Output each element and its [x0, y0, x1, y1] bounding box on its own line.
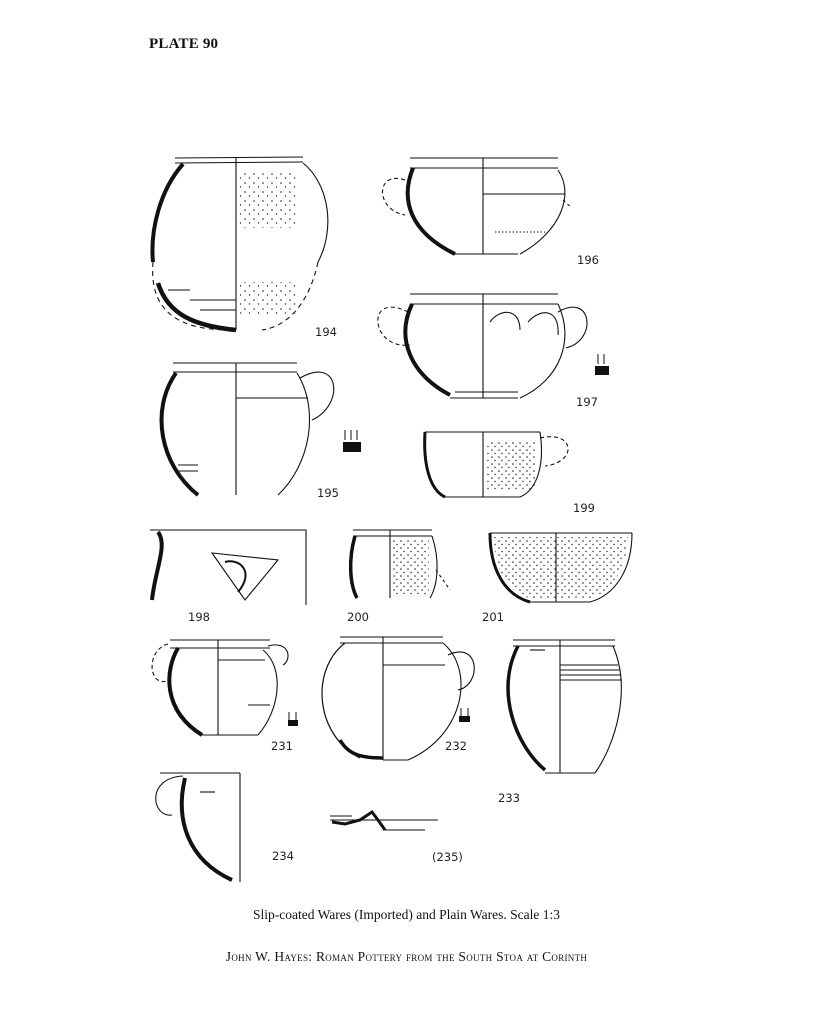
plate-caption: Slip-coated Wares (Imported) and Plain Wares. Scale 1:3	[253, 907, 560, 922]
vessel-196	[383, 158, 573, 254]
label-200: 200	[347, 610, 369, 624]
running-footer: John W. Hayes: Roman Pottery from the South Stoa at Corinth	[225, 949, 588, 964]
label-199: 199	[573, 501, 595, 515]
footer-author: John W. Hayes	[225, 949, 309, 964]
vessel-197	[378, 294, 587, 398]
label-194: 194	[315, 325, 337, 339]
vessel-199	[425, 432, 568, 497]
label-235: (235)	[432, 850, 463, 864]
label-197: 197	[576, 395, 598, 409]
plate-title: PLATE 90	[149, 36, 219, 52]
vessel-231	[152, 640, 288, 735]
vessel-235	[330, 812, 438, 830]
label-232: 232	[445, 739, 467, 753]
label-195: 195	[317, 486, 339, 500]
rim-profile-231	[288, 712, 298, 726]
label-198: 198	[188, 610, 210, 624]
footer-title: Roman Pottery from the South Stoa at Corinth	[316, 949, 588, 964]
label-196: 196	[577, 253, 599, 267]
vessel-234	[156, 773, 240, 882]
vessel-200	[351, 530, 450, 598]
rim-profile-232	[459, 708, 470, 722]
rim-profile-197	[595, 354, 609, 375]
vessel-195	[162, 363, 334, 495]
vessel-233	[508, 640, 622, 773]
label-201: 201	[482, 610, 504, 624]
label-233: 233	[498, 791, 520, 805]
label-234: 234	[272, 849, 294, 863]
label-231: 231	[271, 739, 293, 753]
vessel-194	[152, 157, 327, 330]
vessel-198	[150, 530, 306, 605]
rim-profile-195	[343, 430, 361, 452]
vessel-201	[490, 533, 632, 602]
